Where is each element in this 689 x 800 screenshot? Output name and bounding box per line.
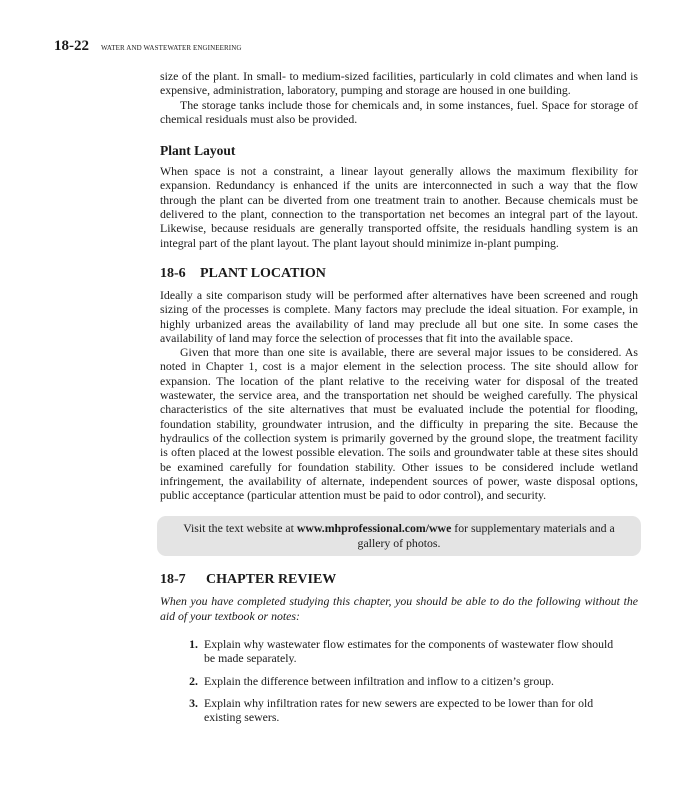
callout-text: Visit the text website at [183, 521, 297, 536]
list-item [160, 637, 638, 666]
section-title: PLANT LOCATION [200, 265, 326, 281]
review-list [160, 637, 638, 724]
list-item-number: 3. [189, 695, 198, 710]
list-item-number: 1. [189, 637, 198, 652]
body-paragraph: The storage tanks include those for chemicals and, in some instances, fuel. Space for storage of chemical residuals must also be provided. [160, 97, 638, 126]
running-head: WATER AND WASTEWATER ENGINEERING [101, 44, 242, 52]
callout-text: for supplementary materials and a gallery of photos. [357, 521, 615, 551]
subsection-heading-plant-layout: Plant Layout [160, 143, 236, 159]
list-item [160, 674, 638, 688]
list-item-text: Explain the difference between infiltration and inflow to a citizen’s group. [204, 673, 554, 688]
website-callout-box [157, 516, 641, 556]
section-title: CHAPTER REVIEW [206, 572, 337, 588]
page-header [54, 38, 242, 55]
list-item-text: Explain why wastewater flow estimates for the components of wastewater flow should be made separately. [204, 637, 614, 666]
page-body [160, 69, 638, 733]
website-link[interactable]: www.mhprofessional.com/wwe [296, 521, 452, 536]
page-number: 18-22 [54, 38, 89, 54]
list-item [160, 696, 638, 725]
list-item-text: Explain why infiltration rates for new sewers are expected to be lower than for old existing sewers. [204, 695, 594, 725]
body-paragraph: size of the plant. In small- to medium-sized facilities, particularly in cold climates and when land is expensive, administration, laboratory, pumping and storage are housed in one building. [160, 69, 638, 98]
section-number: 18-7 [160, 572, 186, 588]
section-number: 18-6 [160, 265, 186, 281]
section-heading-chapter-review [160, 572, 638, 588]
list-item-number: 2. [189, 673, 198, 688]
review-intro: When you have completed studying this chapter, you should be able to do the following without the aid of your textbook or notes: [160, 594, 638, 623]
section-heading-plant-location [160, 266, 638, 282]
body-paragraph: Ideally a site comparison study will be performed after alternatives have been screened and rough sizing of the processes is complete. Many factors may preclude the ideal situation. For example, in highly urbanized areas the availability of land may preclude all but one site. In some cases the availability of land may force the selection of processes that fit into the available space. [160, 287, 638, 345]
body-paragraph: Given that more than one site is available, there are several major issues to be considered. As noted in Chapter 1, cost is a major element in the selection process. The site should allow for expansion. The location of the plant relative to the receiving water for disposal of the treated wastewater, the service area, and the transportation net should be weighed carefully. The physical characteristics of the site alternatives that must be evaluated include the potential for flooding, foundation stability, groundwater intrusion, and the difficulty in preparing the site. Because the hydraulics of the collection system is primarily governed by the ground slope, the treatment facility is often placed at the lowest possible elevation. The soils and groundwater table at these sites should be examined carefully for foundation stability. Other issues to be considered include wetland infringement, the availability of alternate, independent sources of power, waste disposal options, public acceptance (particular attention must be paid to odor control), and security. [160, 345, 638, 503]
body-paragraph: When space is not a constraint, a linear layout generally allows the maximum flexibility for expansion. Redundancy is enhanced if the units are interconnected in such a way that the flow through the plant can be diverted from one treatment train to another. Because chemicals must be delivered to the plant, connection to the transportation net becomes an integral part of the layout. Likewise, because residuals are generally transported offsite, the residuals handling system is an integral part of the plant layout. The plant layout should minimize in-plant pumping. [160, 164, 638, 250]
